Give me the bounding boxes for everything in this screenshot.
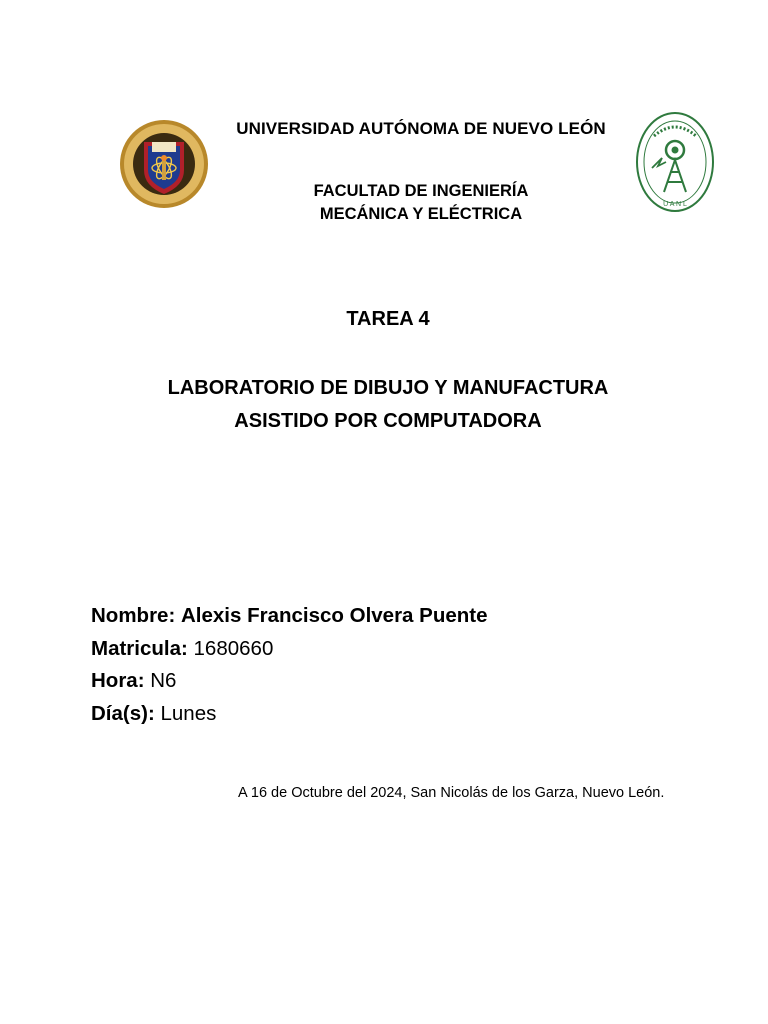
faculty-line-2: MECÁNICA Y ELÉCTRICA bbox=[319, 205, 523, 223]
hora-label: Hora: bbox=[91, 669, 145, 692]
fime-seal-text: U A N L bbox=[663, 201, 687, 208]
course-line-2: ASISTIDO POR COMPUTADORA bbox=[234, 410, 542, 432]
dias-row bbox=[91, 698, 488, 731]
dias-label: Día(s): bbox=[91, 701, 155, 725]
name-row bbox=[91, 600, 488, 633]
matricula-label: Matricula: bbox=[91, 636, 188, 660]
name-value: Alexis Francisco Olvera Puente bbox=[181, 604, 488, 627]
hora-value: N6 bbox=[150, 669, 177, 692]
matricula-row bbox=[91, 633, 488, 666]
assignment-title: TAREA 4 bbox=[346, 308, 430, 330]
date-place: A 16 de Octubre del 2024, San Nicolás de los Garza, Nuevo León. bbox=[238, 785, 665, 801]
course-name bbox=[0, 372, 768, 438]
faculty-line-1: FACULTAD DE INGENIERÍA bbox=[313, 182, 529, 200]
faculty-name bbox=[0, 180, 768, 226]
course-line-1: LABORATORIO DE DIBUJO Y MANUFACTURA bbox=[167, 377, 609, 399]
matricula-value: 1680660 bbox=[193, 636, 274, 660]
hora-row bbox=[91, 665, 488, 698]
dias-value: Lunes bbox=[160, 701, 217, 725]
student-info bbox=[91, 600, 488, 730]
university-name: UNIVERSIDAD AUTÓNOMA DE NUEVO LEÓN bbox=[236, 119, 606, 138]
name-label: Nombre: bbox=[91, 604, 176, 627]
